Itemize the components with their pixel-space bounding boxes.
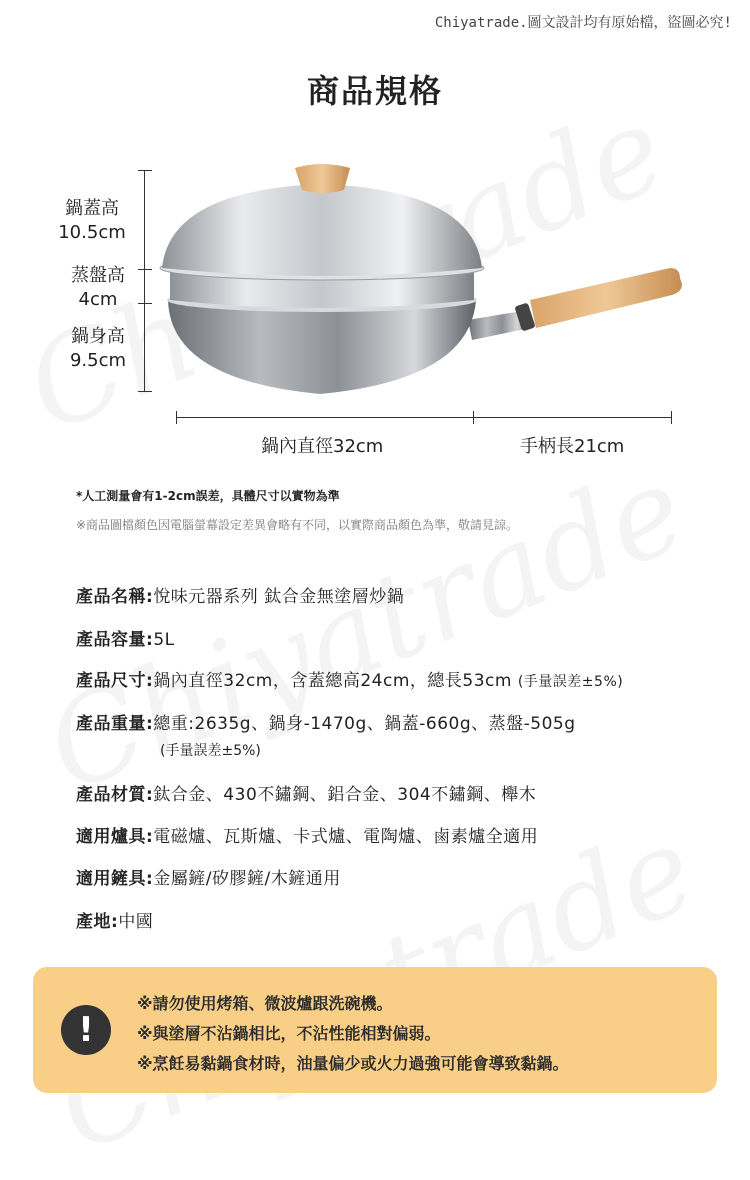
spec-name-key: 產品名稱: (76, 587, 154, 607)
spec-material-value: 鈦合金、430不鏽鋼、鋁合金、304不鏽鋼、櫸木 (153, 785, 537, 805)
width-scale-line (176, 417, 672, 418)
steamer-height-value: 4cm (78, 289, 118, 310)
steamer-height-label (58, 264, 138, 312)
spec-stove-value: 電磁爐、瓦斯爐、卡式爐、電陶爐、鹵素爐全適用 (153, 827, 539, 847)
spec-origin-key: 產地: (76, 912, 119, 932)
spec-weight (76, 709, 576, 734)
lid-knob (295, 164, 350, 193)
spec-name-value: 悅味元器系列 鈦合金無塗層炒鍋 (153, 587, 405, 607)
handle (468, 268, 682, 340)
height-scale-tick (138, 303, 152, 304)
warning-line: ※與塗層不沾鍋相比，不沾性能相對偏弱。 (137, 1024, 441, 1043)
spec-weight-value: 總重:2635g、鍋身-1470g、鍋蓋-660g、蒸盤-505g (153, 714, 576, 734)
height-scale-tick (138, 391, 152, 392)
spec-name (76, 582, 404, 607)
spec-capacity-value: 5L (153, 630, 175, 650)
body-height-label (58, 325, 138, 373)
height-scale-tick (138, 269, 152, 270)
wok-illustration (150, 150, 690, 410)
page-title: 商品規格 (306, 72, 443, 110)
spec-material (76, 780, 536, 805)
warning-line: ※請勿使用烤箱、微波爐跟洗碗機。 (137, 994, 393, 1013)
height-scale-line (144, 170, 145, 392)
spec-weight-key: 產品重量: (76, 714, 154, 734)
lid-height-label (52, 197, 132, 245)
body-height-name: 鍋身高 (71, 326, 125, 347)
warning-box (33, 967, 717, 1093)
color-note: ※商品圖檔顏色因電腦螢幕設定差異會略有不同，以實際商品顏色為準，敬請見諒。 (76, 518, 519, 532)
steamer-height-name: 蒸盤高 (71, 265, 125, 286)
exclamation-icon: ! (61, 1005, 111, 1055)
spec-spatula-value: 金屬鏟/矽膠鏟/木鏟通用 (153, 869, 341, 889)
spec-weight-note: (手量誤差±5%) (160, 743, 261, 759)
lid (162, 184, 482, 276)
spec-material-key: 產品材質: (76, 785, 154, 805)
handle-length-label: 手柄長21cm (520, 436, 625, 457)
width-scale-tick (176, 411, 177, 424)
spec-spatula (76, 864, 341, 889)
spec-size (76, 666, 623, 691)
spec-origin (76, 907, 153, 932)
lid-height-name: 鍋蓋高 (65, 198, 119, 219)
width-scale-tick (671, 411, 672, 424)
measurement-note: *人工測量會有1-2cm誤差，具體尺寸以實物為準 (76, 489, 340, 503)
spec-size-note: (手量誤差±5%) (517, 674, 624, 690)
wok-body (168, 300, 476, 394)
spec-capacity-key: 產品容量: (76, 630, 154, 650)
spec-capacity (76, 625, 175, 650)
spec-spatula-key: 適用鏟具: (76, 869, 154, 889)
height-scale-tick (138, 170, 152, 171)
spec-size-key: 產品尺寸: (76, 671, 154, 691)
spec-stove (76, 822, 538, 847)
spec-stove-key: 適用爐具: (76, 827, 154, 847)
spec-size-value: 鍋內直徑32cm，含蓋總高24cm，總長53cm (153, 671, 512, 691)
lid-height-value: 10.5cm (58, 222, 126, 243)
spec-origin-value: 中國 (118, 912, 154, 932)
warning-line: ※烹飪易黏鍋食材時，油量偏少或火力過強可能會導致黏鍋。 (137, 1054, 569, 1073)
width-scale-tick (473, 411, 474, 424)
inner-diameter-label: 鍋內直徑32cm (261, 436, 384, 457)
copyright-notice: Chiyatrade.圖文設計均有原始檔，盜圖必究! (434, 15, 732, 31)
body-height-value: 9.5cm (69, 350, 127, 371)
